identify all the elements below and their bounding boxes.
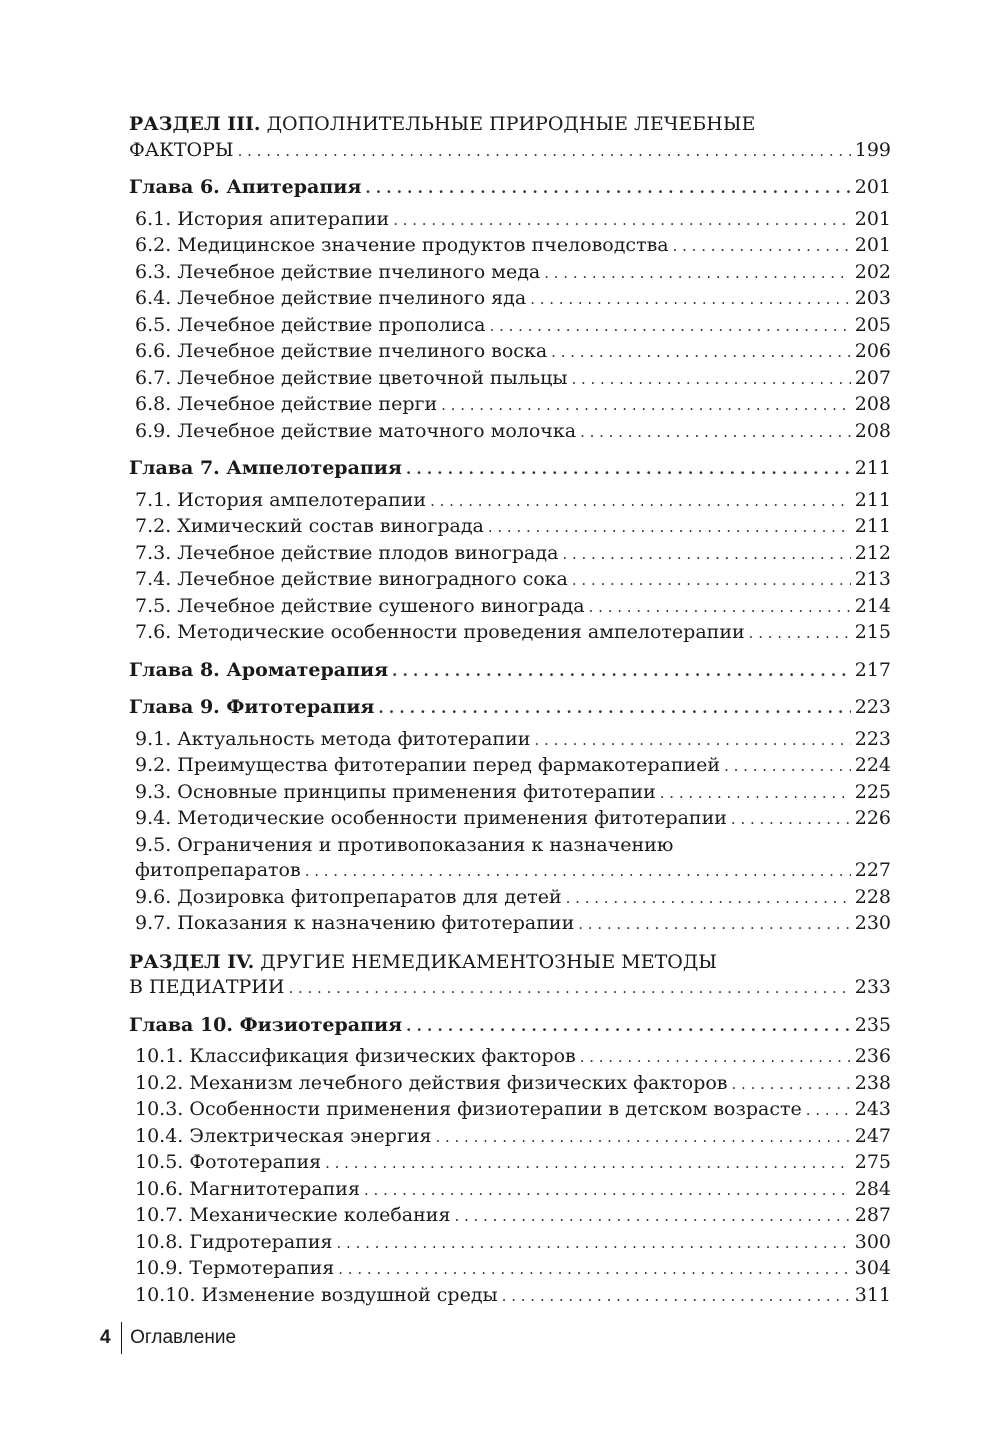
entry-title: 7.3. Лечебное действие плодов винограда [135, 541, 559, 564]
page-number: 211 [854, 488, 891, 511]
page-number: 213 [854, 568, 891, 590]
entry-title: 6.6. Лечебное действие пчелиного воска [135, 340, 548, 362]
page-number: 235 [854, 1013, 891, 1036]
toc-entry[interactable] [129, 1150, 891, 1177]
toc-entry[interactable] [129, 727, 891, 754]
page-number: 223 [854, 696, 891, 718]
entry-title: 6.3. Лечебное действие пчелиного меда [135, 260, 541, 283]
toc-entry[interactable] [129, 567, 891, 594]
section-3-label: РАЗДЕЛ III. [129, 113, 261, 135]
toc-entry[interactable] [129, 806, 891, 833]
leader-dots [305, 858, 851, 885]
entry-title: 10.8. Гидротерапия [135, 1230, 333, 1253]
page-number: 208 [854, 419, 891, 442]
entry-title: 10.3. Особенности применения физиотерапии в детском возрасте [135, 1098, 802, 1120]
leader-dots [325, 1150, 851, 1177]
page-number: 202 [854, 260, 891, 283]
leader-dots [731, 806, 851, 833]
section-3-title-line2: ФАКТОРЫ [129, 138, 234, 161]
chapter-6-entry[interactable] [129, 175, 891, 202]
entry-title: 7.6. Методические особенности проведения ампелотерапии [135, 621, 745, 643]
entry-title: 6.4. Лечебное действие пчелиного яда [135, 287, 527, 309]
leader-dots [288, 975, 850, 1002]
leader-dots [502, 1283, 851, 1310]
toc-entry[interactable] [129, 975, 891, 1002]
entry-title: 10.5. Фототерапия [135, 1151, 322, 1173]
leader-dots [338, 1256, 850, 1283]
section-3-heading [129, 112, 891, 164]
toc-entry[interactable] [129, 1044, 891, 1071]
leader-dots [578, 911, 850, 938]
footer-divider [121, 1322, 123, 1354]
leader-dots [673, 233, 851, 260]
entry-title: 6.2. Медицинское значение продуктов пчеловодства [135, 234, 669, 256]
page-number: 228 [854, 885, 891, 908]
toc-entry[interactable] [129, 1203, 891, 1230]
entry-title: 7.1. История ампелотерапии [135, 488, 427, 511]
toc-entry[interactable] [129, 594, 891, 621]
page-number: 201 [854, 207, 891, 230]
entry-title: 9.2. Преимущества фитотерапии перед фармакотерапией [135, 754, 721, 776]
page-number: 243 [854, 1098, 891, 1120]
page-number: 214 [854, 594, 891, 617]
leader-dots [732, 1071, 851, 1098]
footer-page-number: 4 [100, 1327, 111, 1348]
toc-entry[interactable] [129, 366, 891, 393]
leader-dots [749, 620, 851, 647]
page-number: 304 [854, 1257, 891, 1279]
page-number: 207 [854, 366, 891, 389]
page-number: 199 [854, 138, 891, 161]
leader-dots [490, 313, 851, 340]
leader-dots [580, 419, 851, 446]
chapter-9-entry[interactable] [129, 695, 891, 722]
entry-title: 6.9. Лечебное действие маточного молочка [135, 419, 577, 442]
entry-title: 9.3. Основные принципы применения фитотерапии [135, 780, 656, 803]
toc-entry[interactable] [129, 753, 891, 780]
entry-title: фитопрепаратов [135, 859, 301, 881]
entry-title: 6.8. Лечебное действие перги [135, 393, 438, 415]
leader-dots [551, 339, 851, 366]
chapter-title: Глава 6. Апитерапия [129, 176, 362, 198]
page-number: 211 [854, 457, 891, 479]
chapter-8-entry[interactable] [129, 658, 891, 685]
leader-dots [580, 1044, 851, 1071]
page-number: 206 [854, 340, 891, 362]
footer-label: Оглавление [130, 1327, 237, 1348]
toc-entry[interactable] [129, 260, 891, 287]
leader-dots [337, 1230, 851, 1257]
chapter-title: Глава 7. Ампелотерапия [129, 457, 402, 479]
page-number: 205 [854, 313, 891, 336]
page-number: 217 [854, 658, 891, 681]
toc-entry[interactable] [129, 620, 891, 647]
page-number: 236 [854, 1045, 891, 1067]
entry-title: 9.7. Показания к назначению фитотерапии [135, 912, 575, 934]
entry-title: 9.4. Методические особенности применения фитотерапии [135, 807, 727, 829]
leader-dots [589, 594, 851, 621]
entry-title: 7.2. Химический состав винограда [135, 515, 484, 537]
leader-dots [660, 780, 851, 807]
page-number: 215 [854, 621, 891, 643]
toc-entry[interactable] [129, 313, 891, 340]
toc-entry[interactable] [129, 1177, 891, 1204]
toc-entry[interactable] [129, 339, 891, 366]
page-footer [100, 1322, 236, 1354]
toc-entry[interactable] [129, 1071, 891, 1098]
chapter-10-entry[interactable] [129, 1013, 891, 1040]
entry-title: 10.6. Магнитотерапия [135, 1177, 360, 1200]
leader-dots [571, 366, 850, 393]
leader-dots [544, 260, 851, 287]
toc-entry[interactable] [129, 911, 891, 938]
leader-dots [441, 392, 851, 419]
entry-title: 7.5. Лечебное действие сушеного винограда [135, 594, 585, 617]
page-number: 284 [854, 1177, 891, 1200]
page-number: 226 [854, 807, 891, 829]
page-number: 275 [854, 1151, 891, 1173]
leader-dots [392, 658, 851, 685]
leader-dots [566, 885, 851, 912]
toc-entry[interactable] [129, 1097, 891, 1124]
toc-entry[interactable] [129, 488, 891, 515]
page-number: 201 [854, 234, 891, 256]
toc-entry-first-line[interactable]: 9.5. Ограничения и противопоказания к назначению [135, 833, 674, 856]
leader-dots [406, 1013, 851, 1040]
chapter-title: Глава 10. Физиотерапия [129, 1013, 403, 1036]
leader-dots [238, 138, 851, 165]
leader-dots [364, 1177, 851, 1204]
entry-title: 6.1. История апитерапии [135, 207, 390, 230]
leader-dots [435, 1124, 850, 1151]
leader-dots [406, 456, 851, 483]
page-number: 208 [854, 393, 891, 415]
toc-entry[interactable] [129, 392, 891, 419]
entry-title: 10.4. Электрическая энергия [135, 1124, 432, 1147]
page-number: 311 [854, 1283, 891, 1306]
leader-dots [534, 727, 850, 754]
chapter-title: Глава 9. Фитотерапия [129, 696, 375, 718]
page-number: 287 [854, 1204, 891, 1226]
page-number: 212 [854, 541, 891, 564]
leader-dots [530, 286, 851, 313]
page-number: 225 [854, 780, 891, 803]
page-number: 227 [854, 859, 891, 881]
toc-entry[interactable] [129, 541, 891, 568]
page-number: 201 [854, 176, 891, 198]
leader-dots [562, 541, 850, 568]
toc-entry[interactable] [129, 1124, 891, 1151]
section-4-label: РАЗДЕЛ IV. [129, 950, 255, 973]
toc-entry[interactable] [129, 207, 891, 234]
toc-entry[interactable] [129, 514, 891, 541]
leader-dots [378, 695, 850, 722]
leader-dots [806, 1097, 851, 1124]
leader-dots [430, 488, 851, 515]
leader-dots [572, 567, 851, 594]
chapter-7-entry[interactable] [129, 456, 891, 483]
page-number: 224 [854, 754, 891, 776]
toc-entry[interactable] [129, 1283, 891, 1310]
chapter-title: Глава 8. Ароматерапия [129, 658, 389, 681]
entry-title: 10.9. Термотерапия [135, 1257, 335, 1279]
page-number: 300 [854, 1230, 891, 1253]
entry-title: 6.7. Лечебное действие цветочной пыльцы [135, 366, 568, 389]
entry-title: 10.1. Классификация физических факторов [135, 1045, 576, 1067]
page-number: 223 [854, 727, 891, 750]
section-3-title-line1: ДОПОЛНИТЕЛЬНЫЕ ПРИРОДНЫЕ ЛЕЧЕБНЫЕ [260, 113, 756, 135]
toc-entry[interactable] [129, 780, 891, 807]
leader-dots [393, 207, 851, 234]
section-4-heading [129, 950, 891, 1002]
entry-title: 10.7. Механические колебания [135, 1204, 451, 1226]
toc-entry[interactable] [129, 138, 891, 165]
page-number: 238 [854, 1071, 891, 1094]
entry-title: 6.5. Лечебное действие прополиса [135, 313, 486, 336]
page-number: 230 [854, 912, 891, 934]
toc-entry[interactable] [129, 885, 891, 912]
toc-entry[interactable] [129, 1230, 891, 1257]
toc-entry[interactable] [129, 1256, 891, 1283]
page-number: 203 [854, 287, 891, 309]
page-number: 247 [854, 1124, 891, 1147]
entry-title: 9.1. Актуальность метода фитотерапии [135, 727, 531, 750]
entry-title: 10.10. Изменение воздушной среды [135, 1283, 498, 1306]
leader-dots [454, 1203, 850, 1230]
table-of-contents [129, 112, 891, 1309]
leader-dots [488, 514, 851, 541]
toc-entry[interactable] [129, 419, 891, 446]
toc-entry[interactable] [129, 233, 891, 260]
toc-entry[interactable] [129, 286, 891, 313]
leader-dots [724, 753, 851, 780]
page-number: 211 [854, 515, 891, 537]
entry-title: 7.4. Лечебное действие виноградного сока [135, 568, 568, 590]
section-4-title-line1: ДРУГИЕ НЕМЕДИКАМЕНТОЗНЫЕ МЕТОДЫ [254, 950, 717, 973]
leader-dots [365, 175, 850, 202]
section-4-title-line2: В ПЕДИАТРИИ [129, 976, 285, 998]
entry-title: 10.2. Механизм лечебного действия физических факторов [135, 1071, 728, 1094]
page-number: 233 [854, 976, 891, 998]
entry-title: 9.6. Дозировка фитопрепаратов для детей [135, 885, 562, 908]
toc-entry[interactable] [129, 858, 891, 885]
